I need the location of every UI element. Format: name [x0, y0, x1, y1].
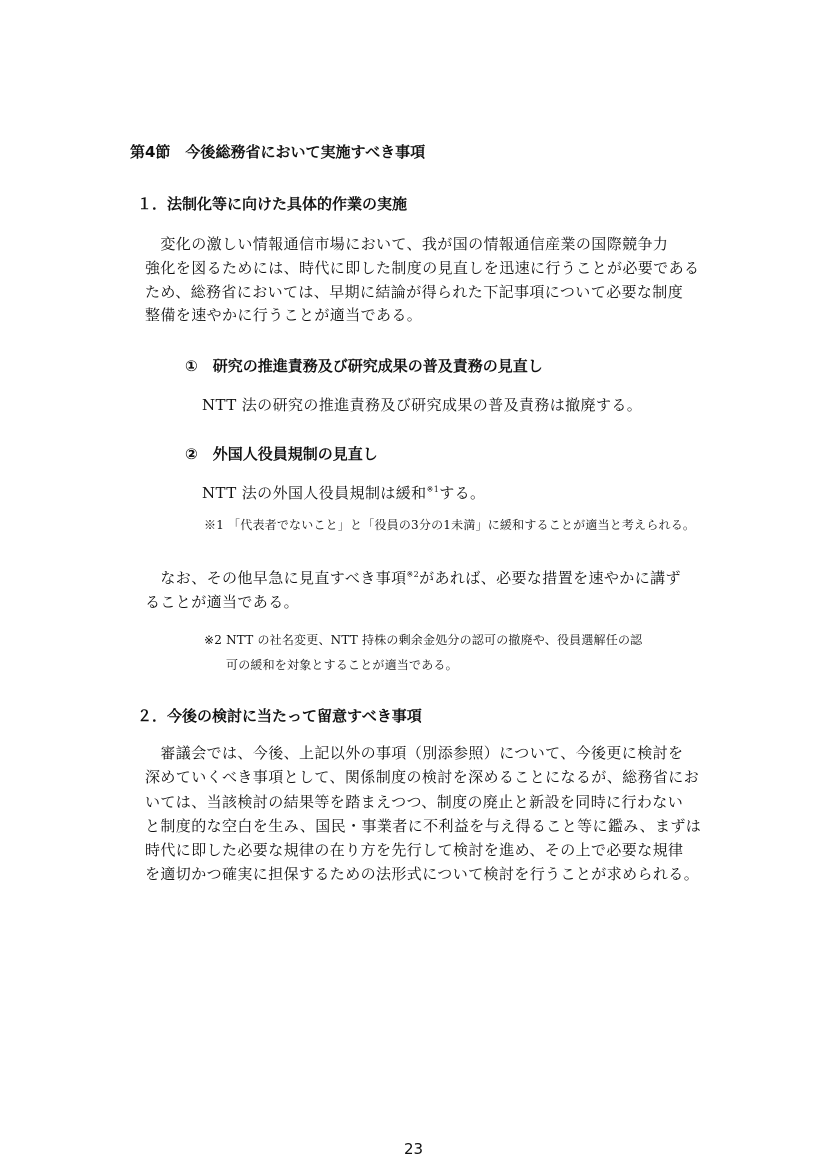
footnote-2-line-1: ※2 NTT の社名変更、NTT 持株の剰余金処分の認可の撤廃や、役員選解任の認 — [204, 633, 643, 647]
paragraph-line: 強化を図るためには、時代に即した制度の見直しを迅速に行うことが必要である — [145, 259, 700, 277]
paragraph-line: 変化の激しい情報通信市場において、我が国の情報通信産業の国際競争力 — [145, 235, 669, 253]
closing-line-2: ることが適当である。 — [145, 593, 300, 611]
paragraph-line: 深めていくべき事項として、関係制度の検討を深めることになるが、総務省にお — [145, 768, 700, 786]
paragraph-line: と制度的な空白を生み、国民・事業者に不利益を与え得ること等に鑑み、まずは — [145, 817, 702, 835]
paragraph-line: 時代に即した必要な規律の在り方を先行して検討を進め、その上で必要な規律 — [145, 841, 684, 859]
section-title: 第4節 今後総務省において実施すべき事項 — [130, 143, 426, 161]
closing-line-1-end: があれば、必要な措置を速やかに講ず — [419, 569, 681, 587]
paragraph-line: いては、当該検討の結果等を踏まえつつ、制度の廃止と新設を同時に行わない — [145, 793, 684, 811]
paragraph-line: 審議会では、今後、上記以外の事項（別添参照）について、今後更に検討を — [145, 744, 684, 762]
paragraph-line: を適切かつ確実に担保するための法形式について検討を行うことが求められる。 — [145, 865, 700, 883]
item-text-2 — [202, 482, 485, 503]
page-number: 23 — [403, 1140, 424, 1158]
item-text-1: NTT 法の研究の推進責務及び研究成果の普及責務は撤廃する。 — [202, 396, 643, 414]
footnote-ref-1: ※1 — [426, 485, 440, 494]
subsection-heading-2: ２．今後の検討に当たって留意すべき事項 — [137, 707, 422, 725]
item-text-2-end: する。 — [439, 484, 486, 502]
item-heading-2: ② 外国人役員規制の見直し — [185, 445, 378, 463]
closing-line-1 — [145, 567, 681, 588]
subsection-heading-1: １．法制化等に向けた具体的作業の実施 — [137, 195, 408, 213]
closing-line-1-main: なお、その他早急に見直すべき事項 — [145, 569, 407, 587]
paragraph-line: ため、総務省においては、早期に結論が得られた下記事項について必要な制度 — [145, 283, 684, 301]
item-text-2-main: NTT 法の外国人役員規制は緩和 — [202, 484, 427, 502]
footnote-1: ※1 「代表者でないこと」と「役員の3分の1未満」に緩和することが適当と考えられる。 — [204, 518, 696, 532]
footnote-ref-2: ※2 — [406, 570, 420, 579]
item-heading-1: ① 研究の推進責務及び研究成果の普及責務の見直し — [185, 357, 543, 375]
paragraph-line: 整備を速やかに行うことが適当である。 — [145, 306, 423, 324]
footnote-2-line-2: 可の緩和を対象とすることが適当である。 — [226, 658, 458, 672]
